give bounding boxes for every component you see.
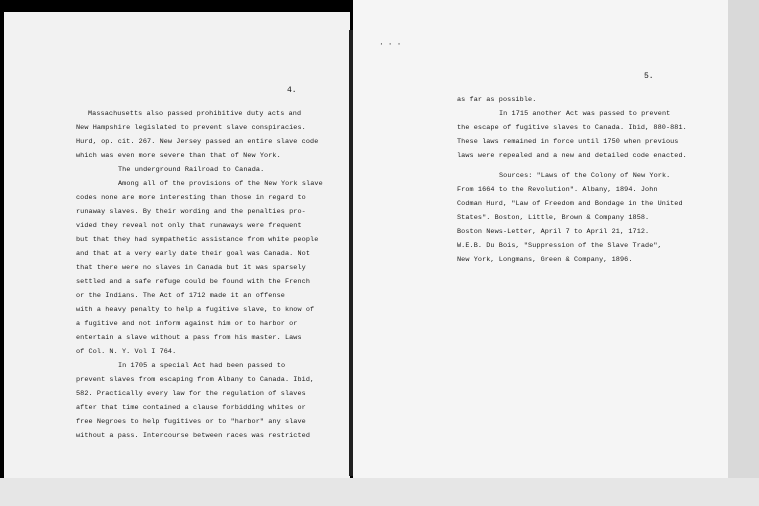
text-line: In 1715 another Act was passed to prevent [499,110,671,118]
text-line: Massachusetts also passed prohibitive duty acts and [88,110,302,118]
text-line: In 1705 a special Act had been passed to [118,362,286,370]
text-line: New Hampshire legislated to prevent slave conspiracies. [76,124,306,132]
page-number: 4. [287,86,297,95]
text-line: vided they reveal not only that runaways were frequent [76,222,302,230]
text-line: Among all of the provisions of the New York slave [118,180,323,188]
left-page [4,12,350,478]
text-line: States". Boston, Little, Brown & Company 1858. [457,214,650,222]
text-line: without a pass. Intercourse between races was restricted [76,432,311,440]
text-line: after that time contained a clause forbidding whites or [76,404,306,412]
text-line: with a heavy penalty to help a fugitive slave, to know of [76,306,315,314]
text-line: that there were no slaves in Canada but it was sparsely [76,264,306,272]
text-line: or the Indians. The Act of 1712 made it an offense [76,292,285,300]
scan-bottom-edge [0,478,759,506]
text-line: entertain a slave without a pass from his master. Laws [76,334,302,342]
text-line: Hurd, op. cit. 267. New Jersey passed an entire slave code [76,138,319,146]
text-line: 582. Practically every law for the regulation of slaves [76,390,306,398]
page-number: 5. [644,72,654,81]
text-line: free Negroes to help fugitives or to "harbor" any slave [76,418,306,426]
scan-edge [728,0,759,478]
text-line: prevent slaves from escaping from Albany to Canada. Ibid, [76,376,315,384]
margin-marks: ··· [379,40,406,49]
text-line: codes none are more interesting than those in regard to [76,194,306,202]
text-line: which was even more severe than that of New York. [76,152,281,160]
section-heading: The underground Railroad to Canada. [118,166,265,174]
text-line: a fugitive and not inform against him or to harbor or [76,320,298,328]
text-line: From 1664 to the Revolution". Albany, 1894. John [457,186,658,194]
text-line: settled and a safe refuge could be found with the French [76,278,311,286]
text-line: These laws remained in force until 1750 when previous [457,138,679,146]
text-line: laws were repealed and a new and detailed code enacted. [457,152,687,160]
text-line: as far as possible. [457,96,537,104]
text-line: the escape of fugitive slaves to Canada. Ibid, 880-881. [457,124,687,132]
text-line: but that they had sympathetic assistance from white people [76,236,319,244]
text-line: W.E.B. Du Bois, "Suppression of the Slave Trade", [457,242,662,250]
text-line: Codman Hurd, "Law of Freedom and Bondage in the United [457,200,683,208]
text-line: New York, Longmans, Green & Company, 1896. [457,256,633,264]
text-line: and that at a very early date their goal was Canada. Not [76,250,311,258]
text-line: runaway slaves. By their wording and the penalties pro- [76,208,306,216]
sources-heading: Sources: "Laws of the Colony of New York. [499,172,671,180]
text-line: Boston News-Letter, April 7 to April 21, 1712. [457,228,650,236]
right-page [353,0,728,478]
text-line: of Col. N. Y. Vol I 764. [76,348,177,356]
